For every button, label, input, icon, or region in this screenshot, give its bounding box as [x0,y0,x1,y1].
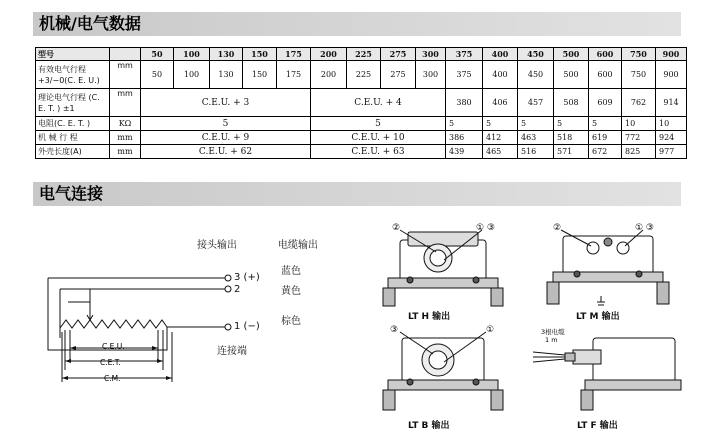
table-cell-merged: C.E.U. + 63 [311,145,446,159]
table-cell: 457 [518,89,554,117]
table-cell-merged: 5 [311,117,446,131]
row-label: 电阻(C. E. T. ) [36,117,110,131]
table-cell: 5 [483,117,518,131]
header-cell: 600 [589,48,622,61]
table-cell: 10 [622,117,656,131]
table-cell: 175 [277,61,311,89]
table-cell: 375 [446,61,483,89]
table-cell-merged: C.E.U. + 9 [141,131,311,145]
lt-f-cable-note-2: 1 m [545,336,558,344]
table-cell: 5 [446,117,483,131]
table-cell: 750 [622,61,656,89]
header-cell [110,48,141,61]
table-cell-merged: C.E.U. + 4 [311,89,446,117]
header-cell: 150 [243,48,277,61]
table-cell: 200 [311,61,347,89]
table-cell: 518 [554,131,589,145]
header-cell: 100 [174,48,210,61]
table-cell: 439 [446,145,483,159]
table-cell: 225 [347,61,381,89]
header-cell: 225 [347,48,381,61]
row-unit: mm [110,89,141,117]
lt-f-cable-note-1: 3根电缆 [541,328,565,336]
dim-ceu-label: C.E.U. [102,342,125,351]
table-cell: 825 [622,145,656,159]
table-cell: 5 [518,117,554,131]
table-cell-merged: C.E.U. + 3 [141,89,311,117]
lt-f-caption: LT F 输出 [577,421,618,431]
lt-m-pin-left: ② [553,223,562,233]
table-cell: 10 [656,117,687,131]
table-cell: 924 [656,131,687,145]
header-cell: 375 [446,48,483,61]
header-cell: 450 [518,48,554,61]
header-cell: 175 [277,48,311,61]
row-unit: mm [110,145,141,159]
header-cell: 50 [141,48,174,61]
wiring-diagram [40,258,250,393]
header-cell: 200 [311,48,347,61]
table-row [36,145,687,159]
table-cell: 5 [554,117,589,131]
table-row [36,61,687,89]
row-unit: mm [110,61,141,89]
table-cell: 130 [210,61,243,89]
lt-b-connector-drawing [378,322,508,414]
header-cell: 130 [210,48,243,61]
row-unit: KΩ [110,117,141,131]
row-label: 有效电气行程 +3/−0(C. E. U.) [36,61,110,89]
table-cell: 412 [483,131,518,145]
table-cell-merged: C.E.U. + 10 [311,131,446,145]
dim-cet-label: C.E.T. [100,358,121,367]
section-title-mech-elec: 机械/电气数据 [33,12,681,36]
table-header-row [36,48,687,61]
table-cell: 300 [416,61,446,89]
table-cell: 386 [446,131,483,145]
table-cell: 50 [141,61,174,89]
pin1-label: 1 (−) [234,321,260,332]
lt-b-caption: LT B 输出 [408,421,450,431]
header-cell: 750 [622,48,656,61]
table-cell: 508 [554,89,589,117]
row-label: 理论电气行程 (C. E. T. ) ±1 [36,89,110,117]
row-label: 机 械 行 程 [36,131,110,145]
lt-b-pin-right: ① [486,325,495,335]
table-cell: 762 [622,89,656,117]
lt-h-pin-left: ② [392,223,401,233]
table-cell: 772 [622,131,656,145]
lt-h-pin-right: ① ③ [476,223,495,233]
table-cell: 900 [656,61,687,89]
table-cell: 465 [483,145,518,159]
table-cell: 977 [656,145,687,159]
table-cell: 450 [518,61,554,89]
table-cell: 914 [656,89,687,117]
table-cell: 516 [518,145,554,159]
row-unit: mm [110,131,141,145]
wire-color-brown: 棕色 [281,316,301,327]
lt-b-pin-left: ③ [390,325,399,335]
table-cell: 406 [483,89,518,117]
spec-table [35,47,687,159]
dim-cm-label: C.M. [104,374,121,383]
table-cell-merged: C.E.U. + 62 [141,145,311,159]
lt-m-connector-drawing [543,222,673,310]
table-cell: 150 [243,61,277,89]
section-title-electrical-connection: 电气连接 [33,182,681,206]
header-cell: 500 [554,48,589,61]
connector-output-heading: 接头输出 [197,240,237,251]
table-row [36,131,687,145]
table-cell-merged: 5 [141,117,311,131]
table-cell: 500 [554,61,589,89]
table-row [36,117,687,131]
lt-f-connector-drawing [533,322,683,414]
table-row [36,89,687,117]
pin3-label: 3 (+) [234,272,260,283]
wire-color-yellow: 黄色 [281,286,301,297]
lt-m-pin-right: ① ③ [635,223,654,233]
wire-color-blue: 蓝色 [281,266,301,277]
table-cell: 380 [446,89,483,117]
lt-h-caption: LT H 输出 [408,312,451,322]
table-cell: 609 [589,89,622,117]
terminal-label: 连接端 [217,346,247,357]
table-cell: 619 [589,131,622,145]
table-cell: 275 [381,61,416,89]
pin2-label: 2 [234,284,241,295]
table-cell: 400 [483,61,518,89]
cable-output-heading: 电缆输出 [278,240,318,251]
row-label: 外壳长度(A) [36,145,110,159]
table-cell: 571 [554,145,589,159]
header-cell: 900 [656,48,687,61]
table-cell: 463 [518,131,554,145]
header-cell: 300 [416,48,446,61]
table-cell: 672 [589,145,622,159]
header-cell: 型号 [36,48,110,61]
table-cell: 100 [174,61,210,89]
lt-h-connector-drawing [378,222,508,310]
table-cell: 600 [589,61,622,89]
table-cell: 5 [589,117,622,131]
header-cell: 400 [483,48,518,61]
lt-m-caption: LT M 输出 [576,312,620,322]
header-cell: 275 [381,48,416,61]
